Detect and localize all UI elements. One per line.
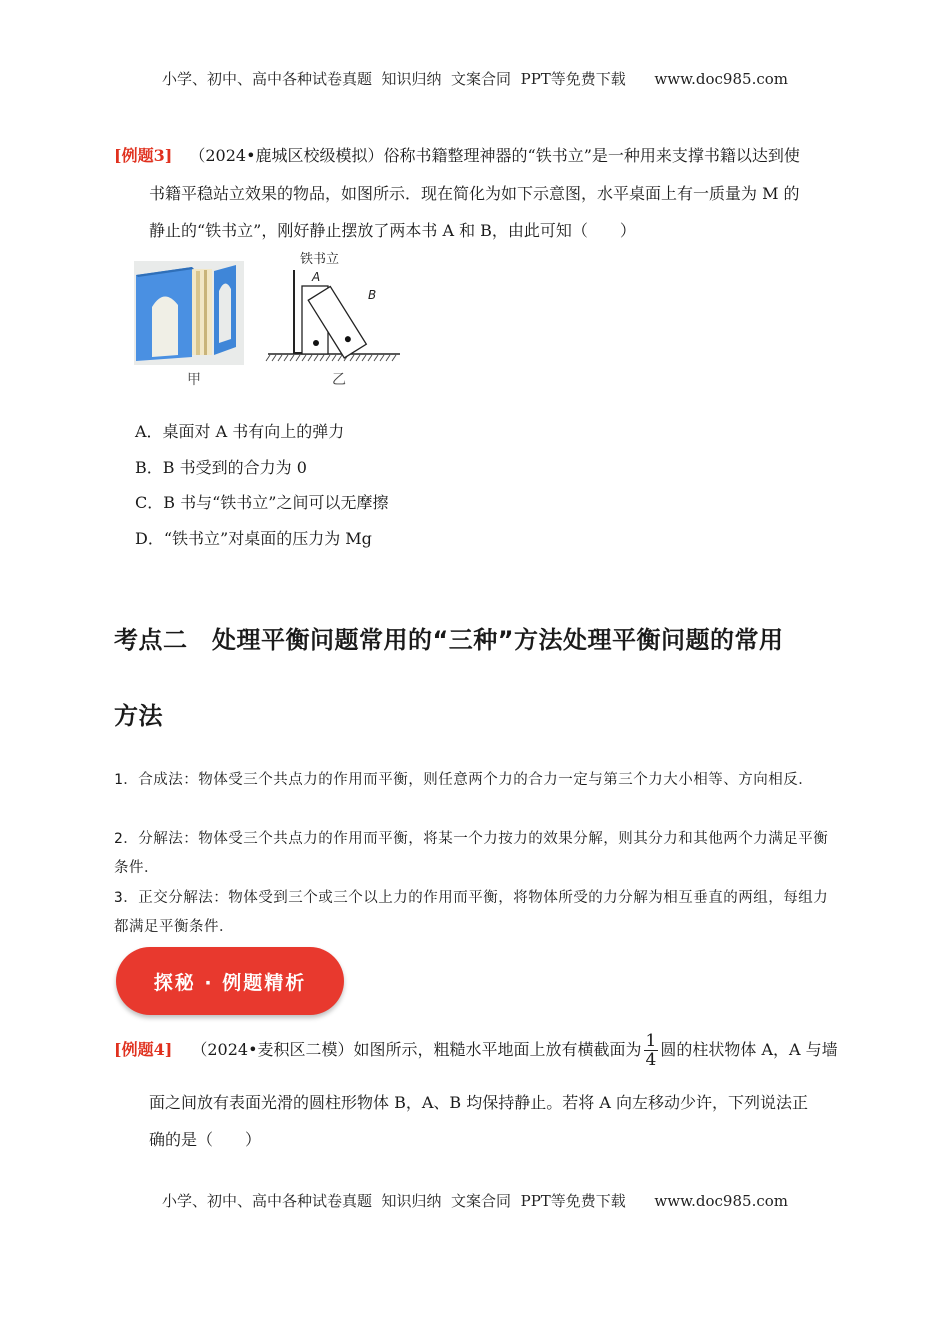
section-title-line2: 方法 (114, 702, 163, 730)
example3-text-3: 静止的“铁书立”，刚好静止摆放了两本书 A 和 B，由此可知（ ） (149, 221, 636, 240)
option-d: D．“铁书立”对桌面的压力为 Mg (135, 529, 372, 548)
figure-caption-right: 乙 (332, 372, 346, 388)
method-orthogonal: 3．正交分解法：物体受到三个或三个以上力的作用而平衡，将物体所受的力分解为相互垂直的两组，每组力都满足平衡条件． (114, 890, 829, 935)
quarter-fraction (644, 1032, 659, 1069)
method-synthesis: 1．合成法：物体受三个共点力的作用而平衡，则任意两个力的合力一定与第三个力大小相等、方向相反． (114, 772, 814, 788)
bookend-schematic (262, 248, 407, 366)
label-book-a: A (312, 270, 321, 284)
bookend-photo-drawing (134, 261, 244, 365)
bookend-photo (134, 261, 244, 365)
section-title-line1: 考点二 处理平衡问题常用的“三种”方法处理平衡问题的常用 (114, 626, 784, 654)
example3-text-2: 书籍平稳站立效果的物品，如图所示．现在简化为如下示意图，水平桌面上有一质量为 M 的 (149, 184, 800, 203)
option-b: B．B 书受到的合力为 0 (135, 458, 307, 477)
fraction-denominator: 4 (645, 1050, 657, 1070)
example3-tag: [例题3] (114, 146, 173, 165)
example4-line1 (114, 1030, 838, 1070)
label-stand: 铁书立 (300, 252, 340, 267)
label-book-b: B (368, 288, 377, 302)
example3-text-1: （2024•鹿城区校级模拟）俗称书籍整理神器的“铁书立”是一种用来支撑书籍以达到使 (189, 146, 800, 165)
example4-text-1a: （2024•麦积区二模）如图所示，粗糙水平地面上放有横截面为 (191, 1040, 642, 1059)
option-a: A．桌面对 A 书有向上的弹力 (135, 422, 345, 441)
page-footer: 小学、初中、高中各种试卷真题 知识归纳 文案合同 PPT等免费下载 www.doc985.com (161, 1192, 788, 1210)
page-header: 小学、初中、高中各种试卷真题 知识归纳 文案合同 PPT等免费下载 www.doc985.com (161, 70, 788, 88)
example4-text-3: 确的是（ ） (149, 1130, 262, 1149)
fraction-numerator: 1 (645, 1031, 657, 1051)
example-analysis-banner: 探秘 · 例题精析 (116, 947, 344, 1015)
example4-tag: [例题4] (114, 1040, 173, 1059)
method-decomposition: 2．分解法：物体受三个共点力的作用而平衡，将某一个力按力的效果分解，则其分力和其他两个力满足平衡条件． (114, 831, 829, 876)
example4-text-2: 面之间放有表面光滑的圆柱形物体 B，A、B 均保持静止。若将 A 向左移动少许，下列说法正 (149, 1093, 808, 1112)
option-c: C．B 书与“铁书立”之间可以无摩擦 (135, 493, 389, 512)
example3-line1 (114, 146, 800, 166)
example4-text-1b: 圆的柱状物体 A，A 与墙 (660, 1040, 838, 1059)
figure-caption-left: 甲 (187, 372, 201, 388)
